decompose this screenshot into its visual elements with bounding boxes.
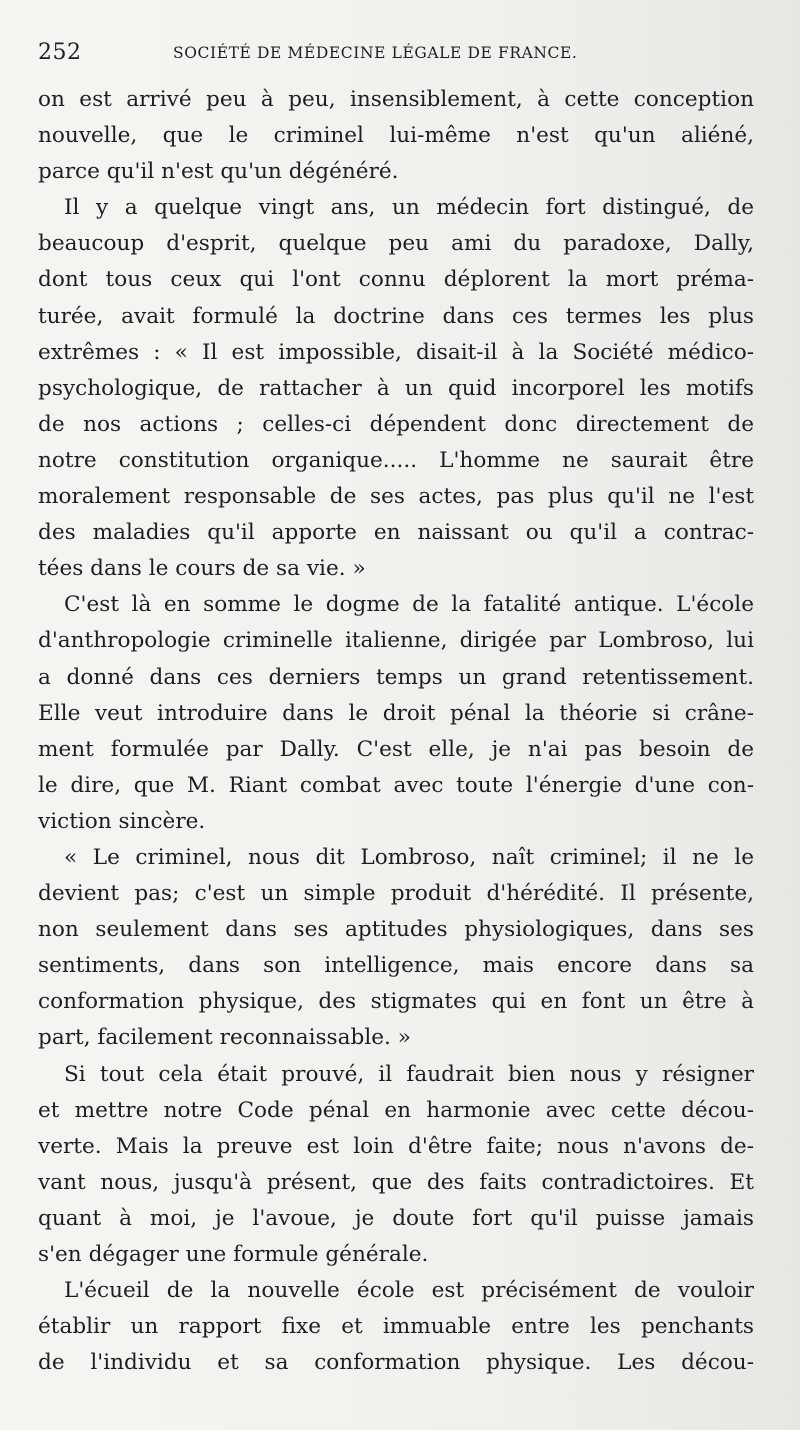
text-line: s'en dégager une formule générale. <box>38 1242 429 1267</box>
text-line: des maladies qu'il apporte en naissant ou qu'il a contrac- <box>38 520 754 546</box>
text-line: établir un rapport fixe et immuable entre les penchants <box>38 1314 754 1340</box>
text-line: part, facilement reconnaissable. » <box>38 1025 411 1051</box>
text-line: ment formulée par Dally. C'est elle, je n'ai pas besoin de <box>38 736 754 762</box>
text-line: moralement responsable de ses actes, pas plus qu'il ne l'est <box>38 484 754 510</box>
text-line: parce qu'il n'est qu'un dégénéré. <box>38 159 399 185</box>
text-line: d'anthropologie criminelle italienne, dirigée par Lombroso, lui <box>38 628 754 654</box>
text-line: et mettre notre Code pénal en harmonie avec cette décou- <box>38 1097 754 1123</box>
text-line: non seulement dans ses aptitudes physiologiques, dans ses <box>38 917 754 943</box>
body-text <box>38 82 754 1381</box>
text-line: on est arrivé peu à peu, insensiblement, à cette conception <box>38 87 754 112</box>
text-line: tées dans le cours de sa vie. » <box>38 556 366 582</box>
text-line: L'écueil de la nouvelle école est précisément de vouloir <box>64 1278 754 1304</box>
text-line: de l'individu et sa conformation physique. Les décou- <box>38 1350 754 1376</box>
text-line: Elle veut introduire dans le droit pénal la théorie si crâne- <box>38 700 754 726</box>
text-line: vant nous, jusqu'à présent, que des faits contradictoires. Et <box>38 1169 754 1195</box>
page-header <box>38 40 758 76</box>
page-number: 252 <box>38 40 82 65</box>
text-line: de nos actions ; celles-ci dépendent donc directement de <box>38 411 754 437</box>
text-line: sentiments, dans son intelligence, mais encore dans sa <box>38 953 754 979</box>
text-line: psychologique, de rattacher à un quid incorporel les motifs <box>38 375 754 401</box>
text-line: Si tout cela était prouvé, il faudrait bien nous y résigner <box>64 1061 754 1087</box>
text-line: extrêmes : « Il est impossible, disait-il à la Société médico- <box>38 339 754 365</box>
text-line: conformation physique, des stigmates qui en font un être à <box>38 989 754 1015</box>
text-line: C'est là en somme le dogme de la fatalité antique. L'école <box>64 592 754 618</box>
text-line: a donné dans ces derniers temps un grand retentissement. <box>38 664 754 690</box>
text-line: le dire, que M. Riant combat avec toute l'énergie d'une con- <box>38 772 754 798</box>
text-line: notre constitution organique..... L'homme ne saurait être <box>38 447 754 473</box>
text-line: dont tous ceux qui l'ont connu déplorent la mort préma- <box>38 267 754 293</box>
text-line: Il y a quelque vingt ans, un médecin fort distingué, de <box>64 195 754 221</box>
text-line: beaucoup d'esprit, quelque peu ami du paradoxe, Dally, <box>38 231 754 257</box>
text-line: nouvelle, que le criminel lui-même n'est qu'un aliéné, <box>38 123 754 149</box>
text-line: viction sincère. <box>38 808 206 834</box>
text-line: verte. Mais la preuve est loin d'être faite; nous n'avons de- <box>38 1133 754 1159</box>
text-line: devient pas; c'est un simple produit d'hérédité. Il présente, <box>38 881 754 907</box>
text-line: turée, avait formulé la doctrine dans ces termes les plus <box>38 303 754 329</box>
text-line: « Le criminel, nous dit Lombroso, naît criminel; il ne le <box>64 844 754 870</box>
text-line: quant à moi, je l'avoue, je doute fort qu'il puisse jamais <box>38 1205 754 1231</box>
running-title: SOCIÉTÉ DE MÉDECINE LÉGALE DE FRANCE. <box>173 44 578 62</box>
